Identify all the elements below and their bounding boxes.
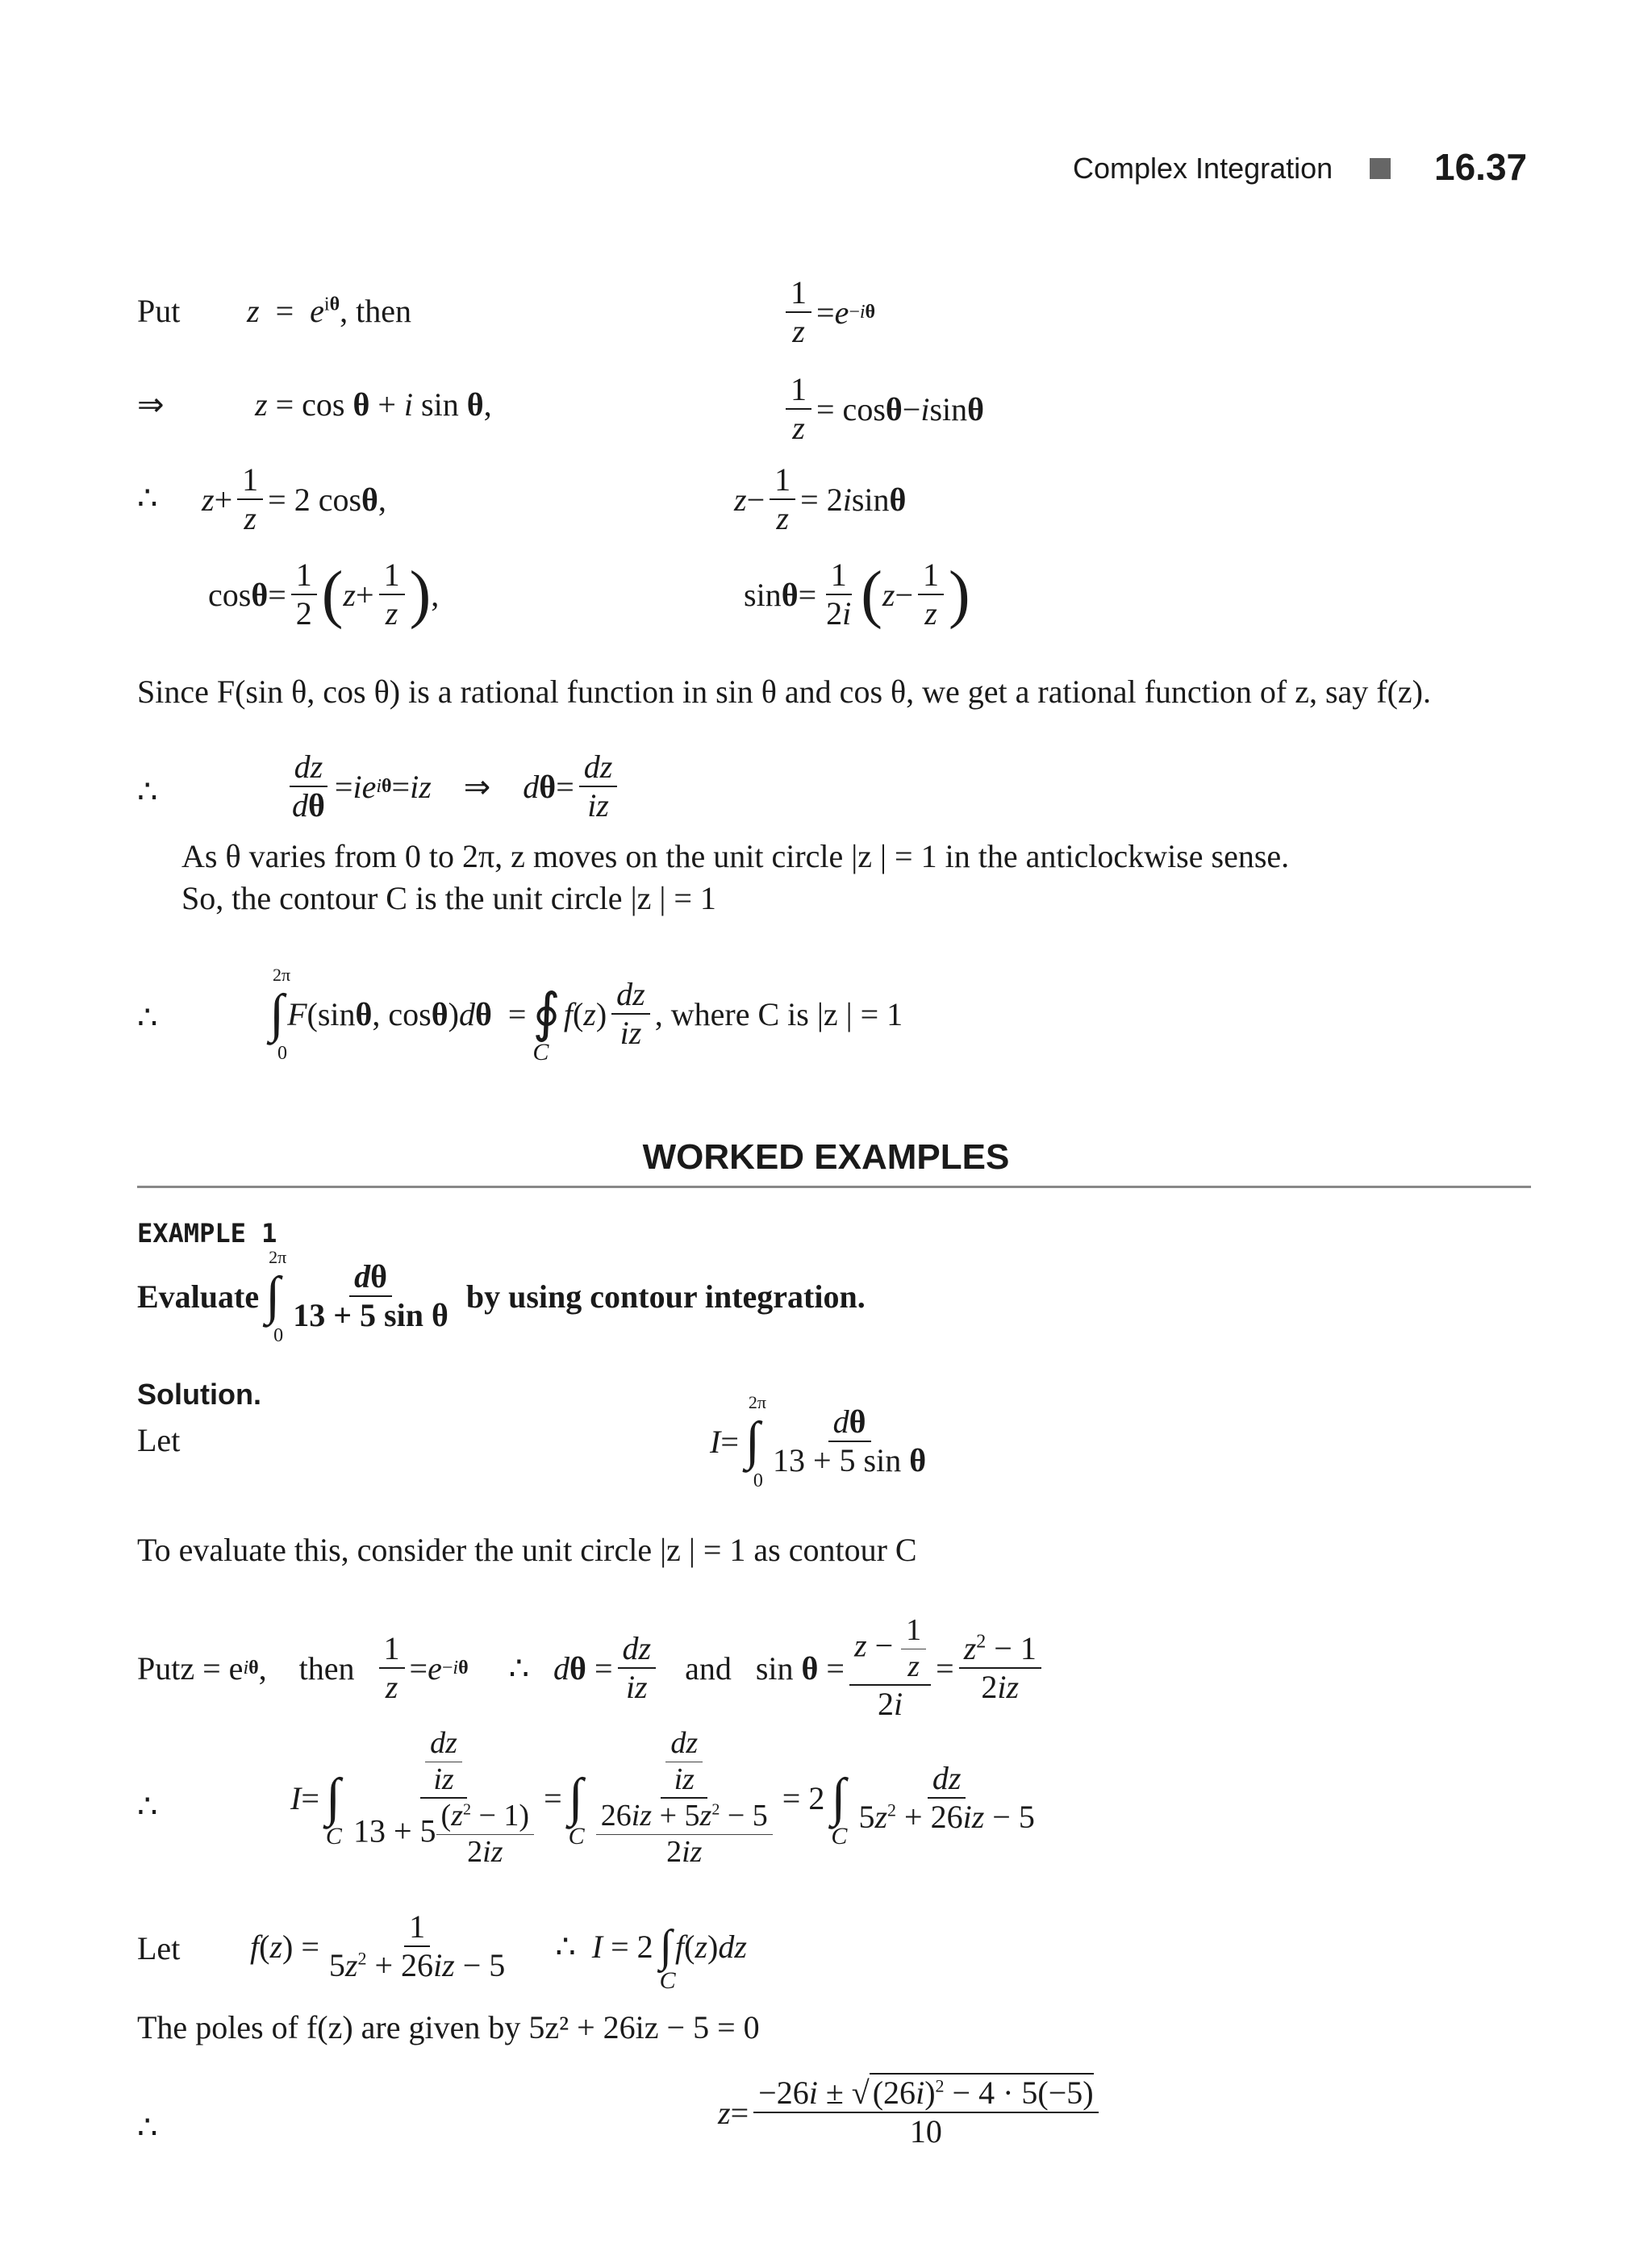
eq-integral-transform: ∫ 2π 0 F (sin θ , cos θ ) d θ = ∮ C f ( z ) $\frac{dz}{iz}$ , where C is |z | = 1 [269,965,903,1065]
putz-text: Putz = e [137,1649,244,1687]
eq-quadratic: z = $\frac{-26i \pm √ (26i)^2 - 4 \cdot 5(-5)}{10}$ [718,2075,1103,2150]
as-theta-paragraph: As θ varies from 0 to 2π, z moves on the unit circle |z | = 1 in the anticlockwise sense. [181,838,1290,874]
eq-I-def: I = ∫ 2π 0 $\frac{d\theta}{\text{13 + 5 sin θ}}$ [710,1392,927,1491]
section-divider [137,1186,1531,1188]
example-label: EXAMPLE 1 [137,1218,277,1249]
eq-cos: cos θ = $\frac{1}{2}$ ( z + $\frac{1}{z}$ ) , [208,557,440,632]
and-label: and [685,1649,732,1687]
then-label: then [298,1649,355,1687]
let-label: Let [137,1422,181,1458]
therefore-symbol: ∴ [137,2109,158,2145]
therefore-symbol: ∴ [137,999,158,1036]
to-evaluate-paragraph: To evaluate this, consider the unit circle |z | = 1 as contour C [137,1532,917,1568]
therefore-symbol: ∴ [137,774,158,810]
solution-label: Solution. [137,1378,261,1411]
so-contour-paragraph: So, the contour C is the unit circle |z | = 1 [181,880,716,916]
then-text: , then [340,293,411,329]
where-c-text: , where C is |z | = 1 [654,995,903,1032]
eq-one-over-z-trig: $\frac{1}{z}$ = cos θ − i sin θ [781,371,984,447]
therefore-symbol: ∴ [137,1788,158,1824]
eq-sum: z + $\frac{1}{z}$ = 2 cos θ , [202,461,386,536]
eq-euler: z = cos θ + i sin θ, [255,386,492,423]
implies-symbol: ⇒ [137,386,165,423]
substitution-line: Putz = e iθ , then $\frac{1}{z}$ = e −iθ ∴ dθ = $\frac{dz}{iz}$ and sin θ = z − $\frac{1}{z}$ 2i = $\frac{z^2 - 1}{2iz}$ [137,1613,1046,1723]
evaluate-label: Evaluate [137,1278,260,1315]
worked-examples-heading: WORKED EXAMPLES [642,1137,1010,1177]
eq-z-exp: $z = e^{i\theta}$, then [247,293,411,329]
header-square-icon [1370,158,1391,179]
eq-dz-dtheta: $\frac{dz}{d\theta}$ = ie iθ = iz ⇒ d θ = $\frac{dz}{iz}$ [282,749,622,824]
section-title: Complex Integration [1073,152,1333,185]
therefore-symbol: ∴ [137,480,158,516]
poles-paragraph: The poles of f(z) are given by 5z² + 26iz − 5 = 0 [137,2009,760,2045]
example-statement: Evaluate ∫ 2π 0 $\frac{d\theta}{\text{13 + 5 sin θ}}$ by using contour integration. [137,1247,866,1346]
eq-diff: z − $\frac{1}{z}$ = 2 i sin θ [734,461,907,536]
eq-one-over-z: $\frac{1}{z}$ = e −iθ [781,274,875,350]
let-label-2: Let [137,1930,181,1966]
eq-sin: sin θ = $\frac{1}{2i}$ ( z − $\frac{1}{z}$ ) [744,557,970,632]
page-number: 16.37 [1434,146,1528,188]
eq-f-def: f ( z ) = $\frac{1}{5z^2 + 26iz - 5}$ ∴ I = 2 ∫ C f ( z ) dz [250,1908,747,1994]
eq-I-chain: I = ∫ C $\frac{dz}{iz}$ 13 + 5 $\frac{(z^2 - 1)}{2iz}$ = ∫ C $\frac{\frac{dz}{iz}}{\frac{26iz + 5z^2 - 5}{2iz}}$ = 2 ∫ C $\frac{dz}{5z^2 + 26iz - 5}$ [290,1726,1035,1870]
put-label: Put [137,293,181,329]
by-contour-text: by using contour integration. [465,1278,866,1315]
since-paragraph: Since F(sin θ, cos θ) is a rational function in sin θ and cos θ, we get a rational function of z, say f(z). [137,673,1432,710]
